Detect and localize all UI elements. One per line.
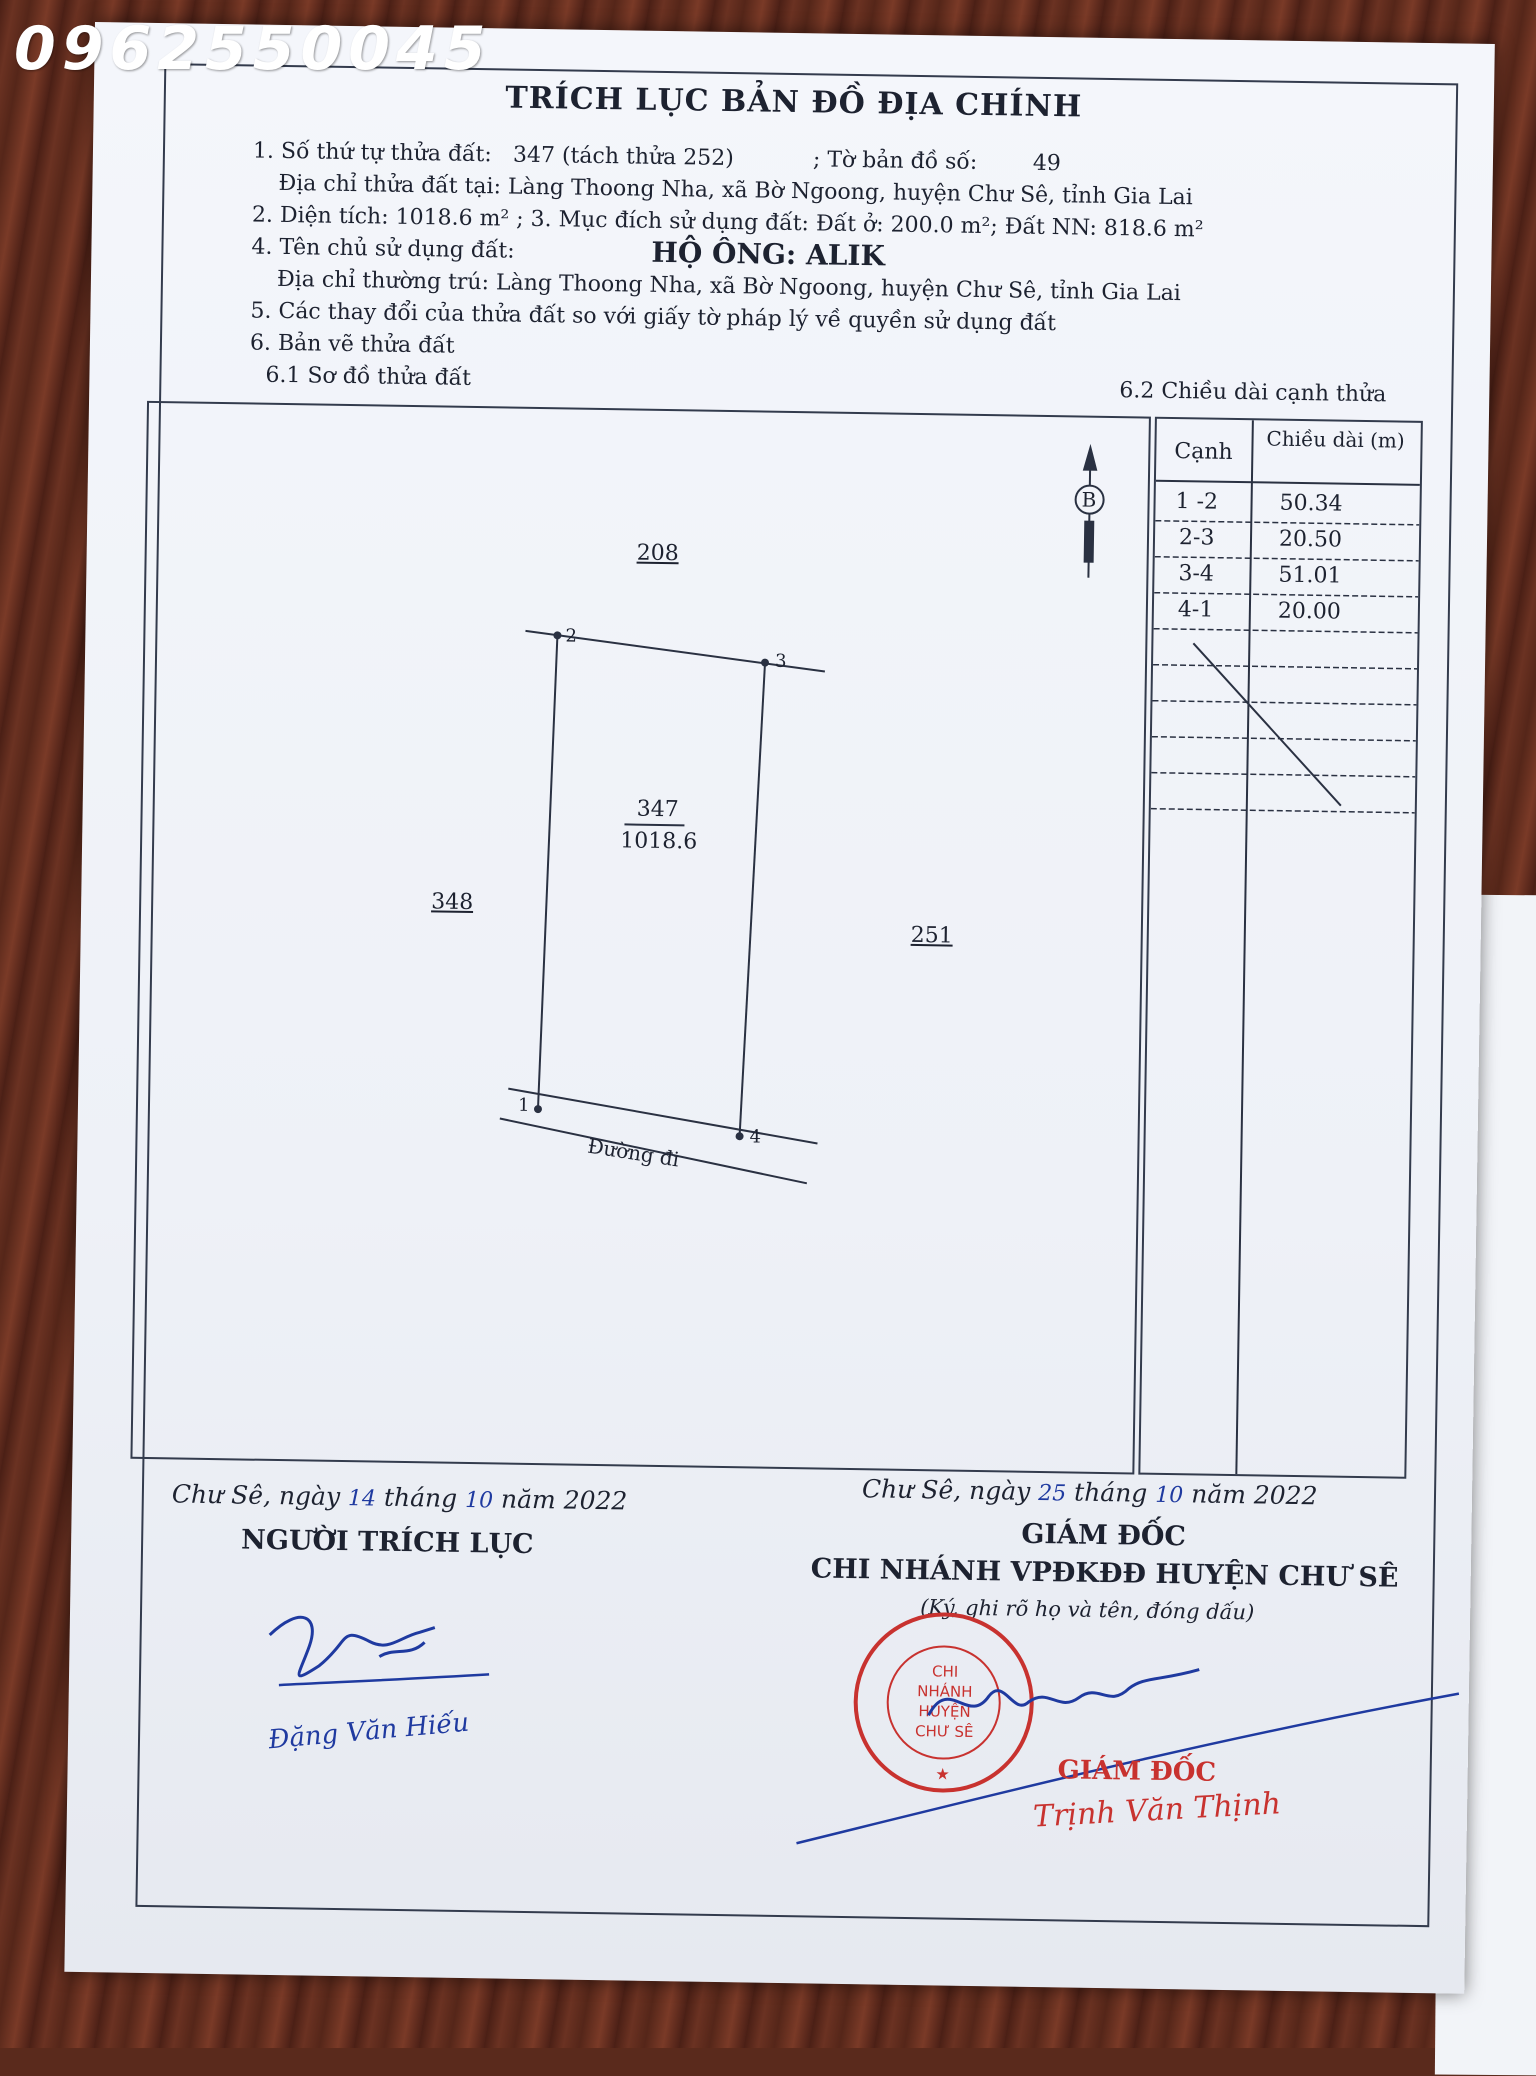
drawing-heading: 6. Bản vẽ thửa đất [250,330,455,358]
stamp-name: Trịnh Văn Thịnh [1032,1786,1282,1834]
owner-name: HỘ ÔNG: ALIK [651,236,885,273]
edge-row-4-name: 4-1 [1178,597,1214,623]
north-arrow-head [1084,448,1096,470]
vertex-4-label: 4 [749,1126,761,1147]
edge-row-1-length: 50.34 [1279,491,1342,517]
left-parcel-edge [538,635,557,1109]
parcel-address: Địa chỉ thửa đất tại: Làng Thoong Nha, xã Bờ Ngoong, huyện Chư Sê, tỉnh Gia Lai [278,171,1193,210]
right-sign-place-date: Chư Sê, ngày 25 tháng 10 năm 2022 [862,1474,1318,1510]
phone-watermark: 0962550045 [14,14,491,84]
right-parcel-edge [740,662,765,1136]
edge-row-2-name: 2-3 [1179,525,1215,551]
vertex-3-label: 3 [775,651,787,672]
residence-address: Địa chỉ thường trú: Làng Thoong Nha, xã Bờ Ngoong, huyện Chư Sê, tỉnh Gia Lai [277,267,1181,306]
table-header-edge: Cạnh [1174,439,1233,465]
vertex-2-label: 2 [565,625,577,646]
vertex-3-dot [761,659,769,667]
edge-row-3-name: 3-4 [1178,561,1214,587]
north-arrow-bar [1085,522,1094,562]
edge-row-1-name: 1 -2 [1175,489,1218,515]
parcel-map [130,401,1150,1475]
neighbor-parcel-top: 208 [637,541,679,567]
area-line: 2. Diện tích: 1018.6 m² ; 3. Mục đích sử dụng đất: Đất ở: 200.0 m²; Đất NN: 818.6 m² [252,202,1204,242]
stamp-role: GIÁM ĐỐC [1057,1755,1216,1787]
road-label: Đường đi [586,1134,681,1172]
road-line-top [508,1089,819,1144]
left-sign-name: Đặng Văn Hiếu [267,1708,470,1756]
parcel-number-value: 347 (tách thửa 252) [513,143,734,171]
parcel-number-label: 1. Số thứ tự thửa đất: [253,138,492,167]
map-sheet-value: 49 [1033,151,1061,176]
left-sign-place-date: Chư Sê, ngày 14 tháng 10 năm 2022 [172,1479,628,1515]
document-sheet [64,22,1494,1994]
table-header-length: Chiều dài (m) [1260,426,1410,452]
left-sign-role: NGƯỜI TRÍCH LỤC [241,1524,534,1560]
left-sign-month: 10 [465,1488,493,1513]
edges-label: 6.2 Chiều dài cạnh thửa [1119,378,1386,407]
parcel-fraction-line [624,824,684,825]
vertex-1-label: 1 [518,1095,530,1116]
vertex-2-dot [553,631,561,639]
right-sign-month: 10 [1155,1483,1183,1508]
vertex-1-dot [534,1105,542,1113]
svg-text:★: ★ [935,1764,950,1783]
left-sign-day: 14 [348,1486,376,1511]
sketch-label: 6.1 Sơ đồ thửa đất [265,363,471,391]
parcel-area-label-map: 1018.6 [620,828,697,854]
right-sign-org: CHI NHÁNH VPĐKĐĐ HUYỆN CHƯ SÊ [811,1553,1399,1593]
document-title: TRÍCH LỤC BẢN ĐỒ ĐỊA CHÍNH [94,74,1494,131]
edge-row-2-length: 20.50 [1279,527,1342,553]
neighbor-parcel-right: 251 [911,923,953,949]
left-handwritten-signature [258,1585,540,1719]
vertex-4-dot [736,1132,744,1140]
parcel-number-label-map: 347 [637,797,679,823]
edge-row-4-length: 20.00 [1278,599,1341,625]
right-sign-day: 25 [1038,1481,1066,1506]
right-sign-instruction: (Ký, ghi rõ họ và tên, đóng dấu) [920,1595,1254,1624]
neighbor-parcel-left: 348 [431,889,473,915]
edge-row-3-length: 51.01 [1278,563,1341,589]
right-sign-role: GIÁM ĐỐC [1021,1519,1186,1553]
stamp-text: CHI NHÁNH HUYỆN CHƯ SÊ [904,1661,985,1742]
owner-label: 4. Tên chủ sử dụng đất: [251,234,515,263]
edge-length-table [1138,417,1423,1479]
map-sheet-label: ; Tờ bản đồ số: [813,147,978,175]
changes-line: 5. Các thay đổi của thửa đất so với giấy tờ pháp lý về quyền sử dụng đất [250,298,1056,336]
north-label: B [1081,488,1096,512]
